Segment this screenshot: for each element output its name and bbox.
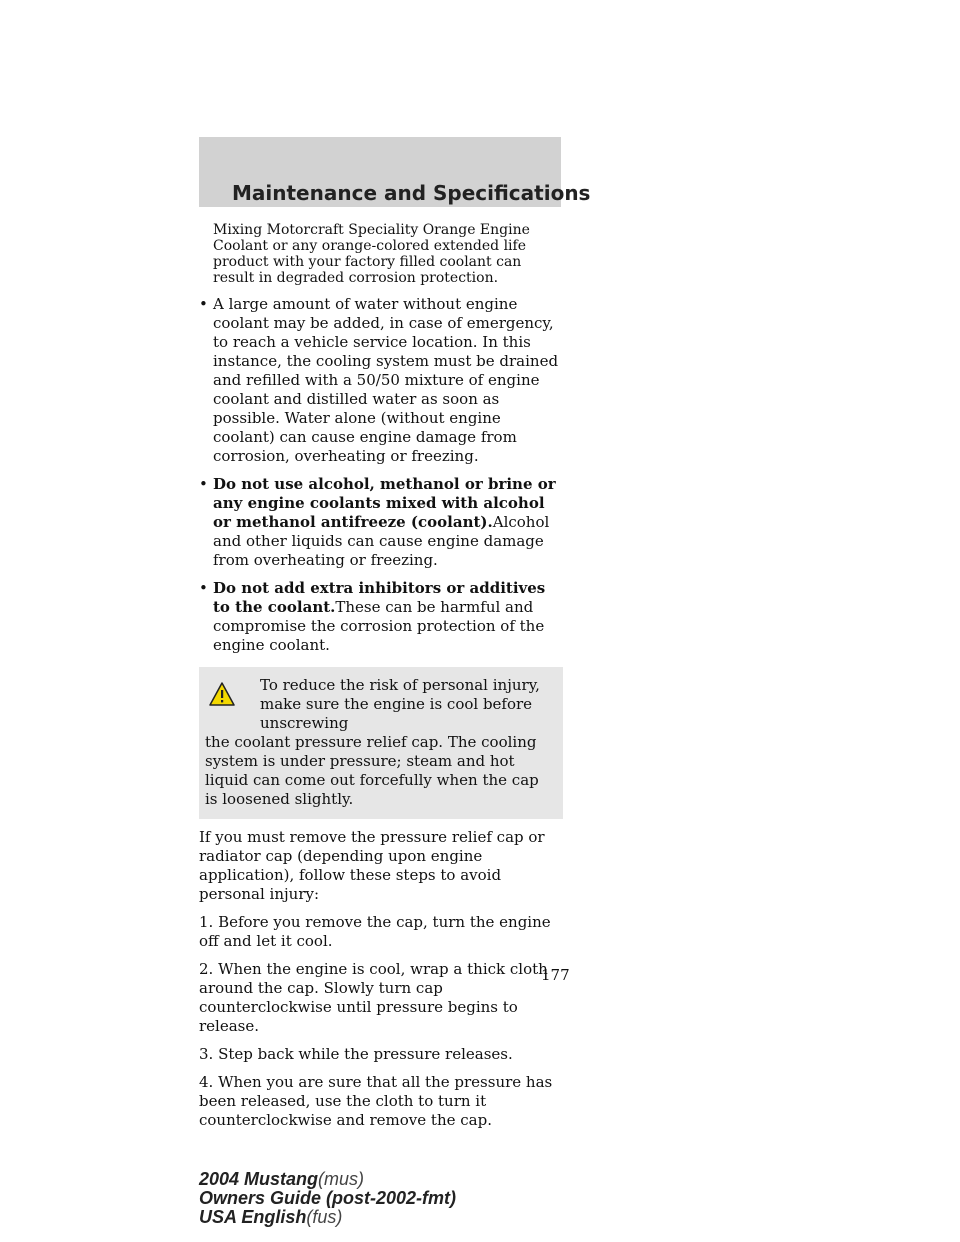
footer-guide: Owners Guide (post-2002-fmt) — [199, 1188, 457, 1208]
footer-language-code: (fus) — [306, 1207, 343, 1227]
warning-text-first: To reduce the risk of personal injury, make sure the engine is cool before unscrewing — [260, 676, 540, 732]
bullet-icon: • — [199, 295, 208, 313]
bullet-icon: • — [199, 579, 208, 597]
page-number: 177 — [541, 966, 570, 984]
bullet-icon: • — [199, 475, 208, 493]
footer — [199, 1170, 456, 1227]
list-item — [199, 295, 563, 466]
content-body — [199, 222, 563, 1130]
step-2: 2. When the engine is cool, wrap a thick cloth around the cap. Slowly turn cap counterclockwise until pressure begins to release. — [199, 960, 548, 1035]
warning-triangle-icon — [209, 682, 235, 706]
footer-model-code: (mus) — [318, 1169, 365, 1189]
bullet-text: These can be harmful and compromise the corrosion protection of the engine coolant. — [213, 598, 545, 654]
footer-language: USA English — [199, 1207, 307, 1227]
warning-box — [199, 667, 563, 819]
warning-text-rest: the coolant pressure relief cap. The cooling system is under pressure; steam and hot liquid can come out forcefully when the cap is loosened slightly. — [205, 733, 539, 808]
body-paragraph: If you must remove the pressure relief cap or radiator cap (depending upon engine application), follow these steps to avoid personal injury: — [199, 828, 545, 903]
step-4: 4. When you are sure that all the pressure has been released, use the cloth to turn it counterclockwise and remove the cap. — [199, 1073, 553, 1129]
bullet-text: A large amount of water without engine coolant may be added, in case of emergency, to reach a vehicle service location. In this instance, the cooling system must be drained and refilled with a 50/50 mixture of engine coolant and distilled water as soon as possible. Water alone (without engine coolant) can cause engine damage from corrosion, overheating or freezing. — [213, 295, 559, 465]
page-title: Maintenance and Specifications — [232, 181, 591, 205]
step-3: 3. Step back while the pressure releases. — [199, 1045, 513, 1063]
bullet-bold-text: Do not use alcohol, methanol or brine or any engine coolants mixed with alcohol or methanol antifreeze (coolant). — [213, 475, 556, 531]
step-1: 1. Before you remove the cap, turn the engine off and let it cool. — [199, 913, 551, 950]
list-item — [199, 579, 563, 655]
footer-model: 2004 Mustang — [199, 1169, 319, 1189]
bullet-text: Alcohol and other liquids can cause engine damage from overheating or freezing. — [213, 513, 550, 569]
note-paragraph: Mixing Motorcraft Speciality Orange Engine Coolant or any orange-colored extended life product with your factory filled coolant can result in degraded corrosion protection. — [213, 222, 530, 286]
bullet-bold-text: Do not add extra inhibitors or additives to the coolant. — [213, 579, 546, 616]
list-item — [199, 475, 563, 570]
